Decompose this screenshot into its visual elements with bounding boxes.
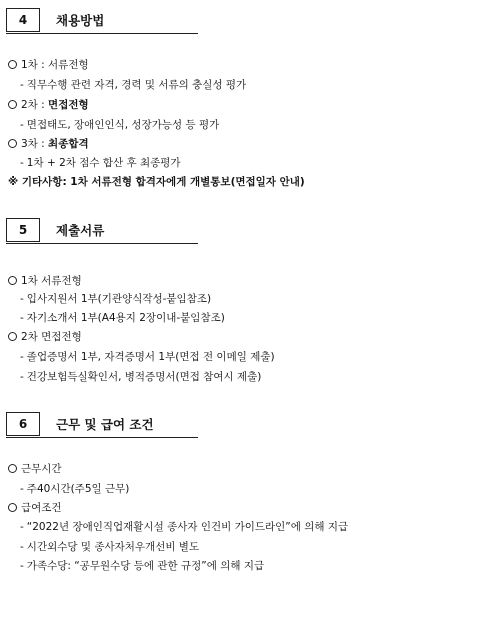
circle-bullet-icon [8, 139, 17, 148]
section-number-box: 6 [6, 412, 40, 436]
note-mark: ※ [8, 176, 19, 188]
section-title: 채용방법 [56, 13, 105, 28]
list-subitem: - 주40시간(주5일 근무) [20, 483, 130, 495]
circle-bullet-icon [8, 100, 17, 109]
list-subitem: - 입사지원서 1부(기관양식작성-붙임참조) [20, 293, 212, 305]
section-4-header [6, 8, 198, 34]
list-subitem: - 시간외수당 및 종사자처우개선비 별도 [20, 541, 200, 553]
circle-bullet-icon [8, 60, 17, 69]
circle-bullet-icon [8, 332, 17, 341]
list-item: 2차 : 면접전형 [8, 98, 89, 112]
list-item: 급여조건 [8, 501, 62, 515]
section-title: 근무 및 급여 조건 [56, 417, 154, 432]
section-5-header [6, 218, 198, 244]
list-subitem: - 면접태도, 장애인인식, 성장가능성 등 평가 [20, 119, 220, 131]
list-item: 2차 면접전형 [8, 330, 82, 344]
section-underline [6, 437, 198, 438]
list-subitem: - 가족수당: “공무원수당 등에 관한 규정”에 의해 지급 [20, 560, 265, 572]
list-subitem: - 직무수행 관련 자격, 경력 및 서류의 충실성 평가 [20, 79, 247, 91]
circle-bullet-icon [8, 464, 17, 473]
section-number-box: 4 [6, 8, 40, 32]
list-subitem: - 1차 + 2차 점수 합산 후 최종평가 [20, 157, 181, 169]
list-subitem: - 자기소개서 1부(A4용지 2장이내-붙임참조) [20, 312, 225, 324]
section-title: 제출서류 [56, 223, 105, 238]
section-underline [6, 243, 198, 244]
section-6-header [6, 412, 198, 438]
section-underline [6, 33, 198, 34]
circle-bullet-icon [8, 503, 17, 512]
list-subitem: - 건강보험득실확인서, 병적증명서(면접 참여시 제출) [20, 371, 262, 383]
list-item: 3차 : 최종합격 [8, 137, 89, 151]
list-item: 근무시간 [8, 462, 62, 476]
section-number-box: 5 [6, 218, 40, 242]
note-line: ※ 기타사항: 1차 서류전형 합격자에게 개별통보(면접일자 안내) [8, 176, 305, 188]
list-subitem: - “2022년 장애인직업재활시설 종사자 인건비 가이드라인”에 의해 지급 [20, 521, 349, 533]
list-subitem: - 졸업증명서 1부, 자격증명서 1부(면접 전 이메일 제출) [20, 351, 275, 363]
circle-bullet-icon [8, 276, 17, 285]
list-item: 1차 서류전형 [8, 274, 82, 288]
list-item: 1차 : 서류전형 [8, 58, 89, 72]
